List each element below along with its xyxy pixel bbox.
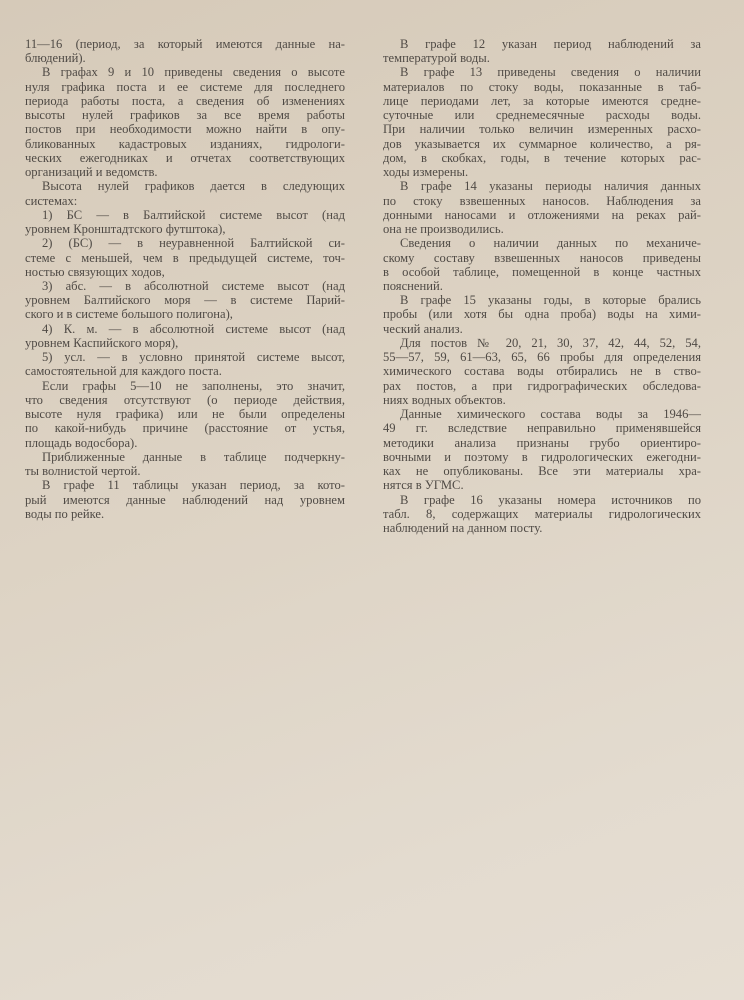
text-line: ностью связующих ходов, (25, 264, 165, 279)
text-line: периода работы поста, а сведения об изменениях (25, 93, 345, 108)
text-line: дом, в скобках, годы, в течение которых рас- (383, 150, 701, 165)
text-line: в особой таблице, помещенной в конце частных (383, 264, 701, 279)
text-line: рый имеются данные наблюдений над уровнем (25, 492, 345, 507)
text-line: организаций и ведомств. (25, 165, 158, 180)
text-line: В графе 14 указаны периоды наличия данных (400, 179, 701, 194)
text-line: 2) (БС) — в неуравненной Балтийской си- (42, 236, 345, 251)
text-line: 5) усл. — в условно принятой системе высот, (42, 350, 345, 365)
text-line: высоты нулей графиков за все время работы (25, 108, 345, 123)
text-line: пояснений. (383, 278, 443, 293)
paragraph (25, 379, 345, 450)
paragraph (383, 493, 701, 536)
text-line: В графе 16 указаны номера источников по (400, 492, 701, 507)
text-line: 11—16 (период, за который имеются данные на- (25, 37, 345, 51)
left-column (25, 37, 345, 521)
paragraph (383, 293, 701, 336)
text-line: пробы (или хотя бы одна проба) воды на хими- (383, 307, 701, 322)
text-line: по какой-нибудь причине (расстояние от устья, (25, 421, 345, 436)
paragraph (25, 208, 345, 236)
text-line: что сведения отсутствуют (о периоде действия, (25, 392, 345, 407)
paragraph (25, 37, 345, 65)
text-line: ты волнистой чертой. (25, 464, 141, 479)
text-line: вочными и поэтому в гидрологических ежегодни- (383, 449, 701, 464)
text-line: химического состава воды отбирались не в ство- (383, 364, 701, 379)
text-line: донными наносами и отложениями на реках рай- (383, 207, 701, 222)
text-line: блюдений). (25, 51, 86, 66)
paragraph (25, 179, 345, 207)
text-line: ходы измерены. (383, 165, 469, 180)
paragraph (25, 65, 345, 179)
text-line: 49 гг. вследствие неправильно применявшейся (383, 421, 701, 436)
text-line: материалов по стоку воды, показанные в таб- (383, 79, 701, 94)
text-line: Сведения о наличии данных по механиче- (400, 236, 701, 251)
text-line: Данные химического состава воды за 1946— (400, 407, 701, 422)
paragraph (25, 236, 345, 279)
text-line: В графе 15 указаны годы, в которые брались (400, 293, 701, 308)
paragraph (383, 65, 701, 179)
text-line: воды по рейке. (25, 506, 105, 521)
text-line: лице периодами лет, за которые имеются средне- (383, 93, 701, 108)
text-line: В графе 11 таблицы указан период, за кото- (42, 478, 345, 493)
paragraph (25, 279, 345, 322)
text-line: системах: (25, 193, 78, 208)
paragraph (25, 350, 345, 378)
text-line: она не производились. (383, 222, 504, 237)
text-line: постов при необходимости можно найти в опу- (25, 122, 345, 137)
text-line: 4) К. м. — в абсолютной системе высот (над (42, 321, 345, 336)
paragraph (383, 179, 701, 236)
paragraph (25, 322, 345, 350)
text-line: ческих ежегодниках и отчетах соответствующих (25, 150, 345, 165)
text-line: В графах 9 и 10 приведены сведения о высоте (42, 65, 345, 80)
text-line: В графе 13 приведены сведения о наличии (400, 65, 701, 80)
text-line: нятся в УГМС. (383, 478, 464, 493)
text-line: табл. 8, содержащих материалы гидрологических (383, 506, 701, 521)
text-line: 3) абс. — в абсолютной системе высот (над (42, 278, 345, 293)
text-line: методики анализа признаны грубо ориентиро- (383, 435, 701, 450)
text-line: Для постов № 20, 21, 30, 37, 42, 44, 52, 54, (400, 335, 701, 350)
text-line: скому составу взвешенных наносов приведены (383, 250, 701, 265)
text-line: самостоятельной для каждого поста. (25, 364, 222, 379)
right-column (383, 37, 701, 535)
text-line: рах постов, а при гидрографических обследова- (383, 378, 701, 393)
text-line: 1) БС — в Балтийской системе высот (над (42, 207, 345, 222)
text-line: ках не опубликованы. Все эти материалы хра- (383, 464, 701, 479)
text-line: Высота нулей графиков дается в следующих (42, 179, 345, 194)
text-line: ческий анализ. (383, 321, 463, 336)
text-line: высоте нуля графика) или не были определены (25, 407, 345, 422)
text-line: нуля графика поста и ее системе для последнего (25, 79, 345, 94)
text-line: температурой воды. (383, 51, 490, 66)
text-line: стеме с меньшей, чем в предыдущей системе, точ- (25, 250, 345, 265)
paragraph (383, 37, 701, 65)
text-line: 55—57, 59, 61—63, 65, 66 пробы для определения (383, 350, 701, 365)
text-line: Приближенные данные в таблице подчеркну- (42, 449, 345, 464)
text-line: При наличии только величин измеренных расхо- (383, 122, 701, 137)
paragraph (25, 478, 345, 521)
text-line: Если графы 5—10 не заполнены, это значит, (42, 378, 345, 393)
text-line: наблюдений на данном посту. (383, 520, 543, 535)
paragraph (383, 336, 701, 407)
text-line: ского и в системе большого полигона), (25, 307, 233, 322)
text-line: ниях водных объектов. (383, 392, 506, 407)
text-line: уровнем Кронштадтского футштока), (25, 222, 226, 237)
text-line: дов указывается их суммарное количество, а ря- (383, 136, 701, 151)
text-line: бликованных кадастровых изданиях, гидрологи- (25, 136, 345, 151)
paragraph (25, 450, 345, 478)
text-line: площадь водосбора). (25, 435, 138, 450)
text-line: по стоку взвешенных наносов. Наблюдения за (383, 193, 701, 208)
text-line: уровнем Каспийского моря), (25, 335, 179, 350)
text-line: В графе 12 указан период наблюдений за (400, 37, 701, 51)
text-line: суточные или среднемесячные расходы воды. (383, 108, 701, 123)
paragraph (383, 407, 701, 492)
paragraph (383, 236, 701, 293)
text-line: уровнем Балтийского моря — в системе Парий- (25, 293, 345, 308)
